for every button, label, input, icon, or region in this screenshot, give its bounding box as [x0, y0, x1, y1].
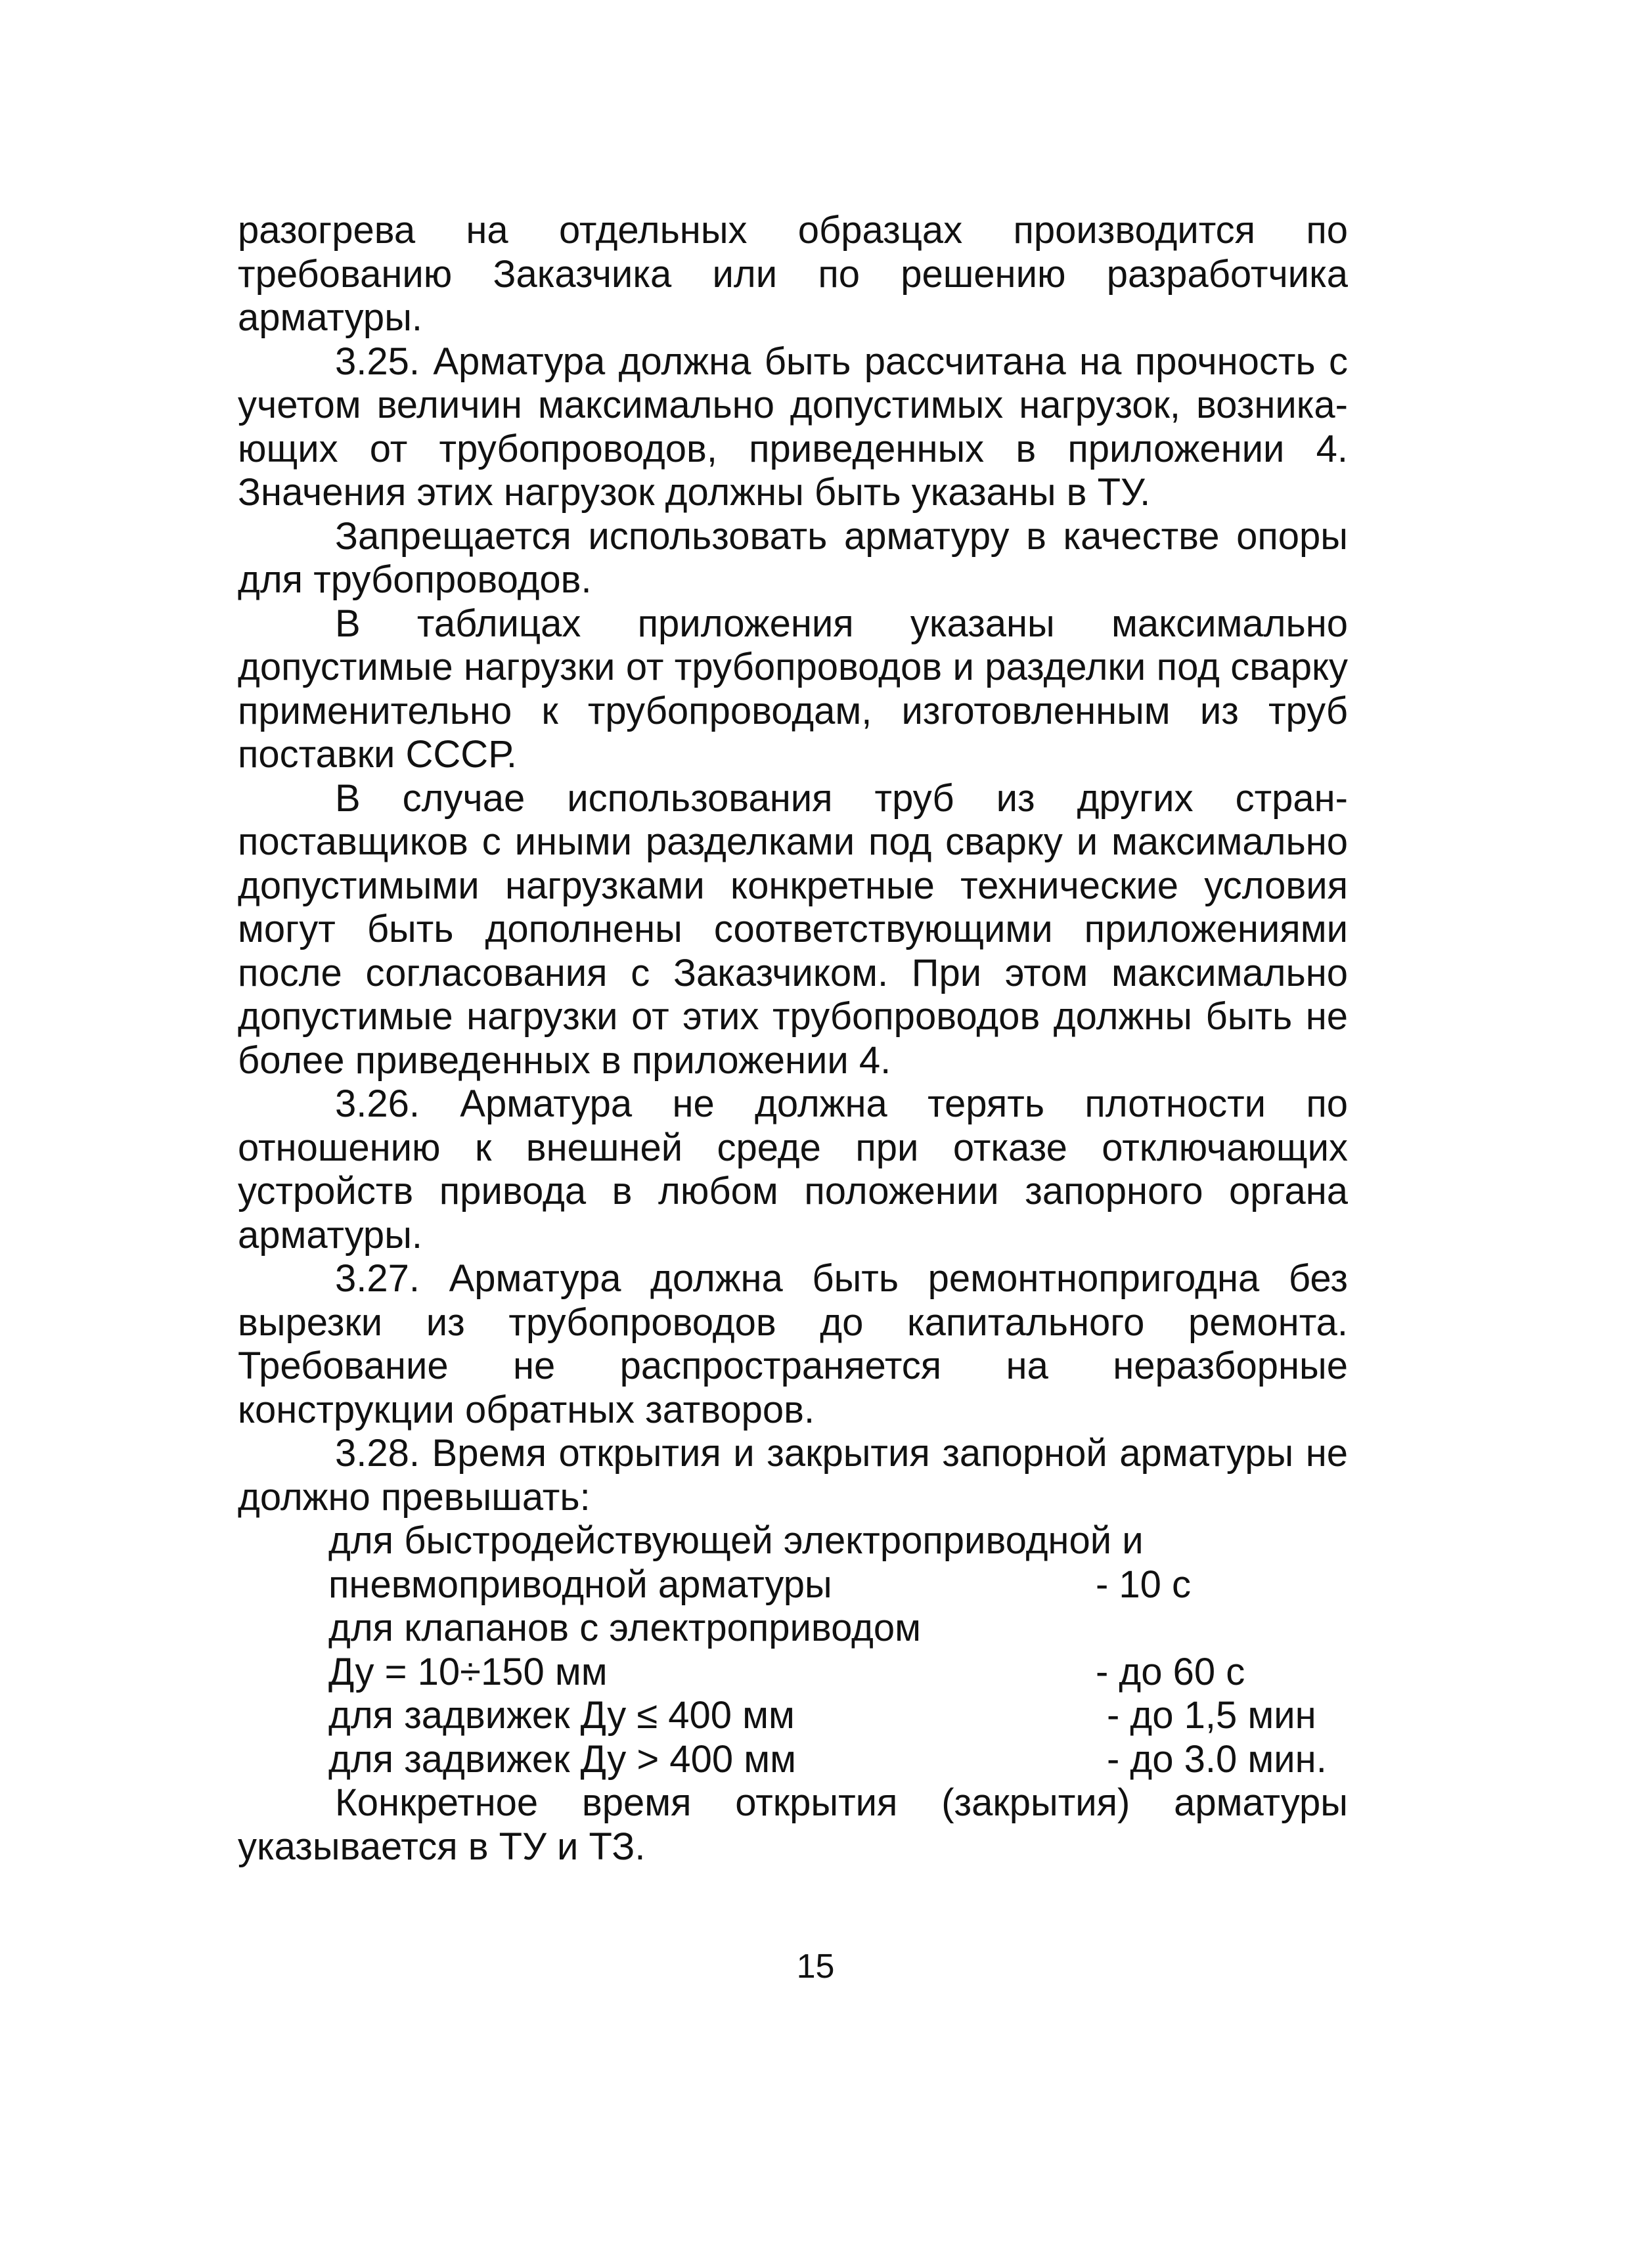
- time-label: для задвижек Ду > 400 мм: [328, 1737, 796, 1781]
- time-label: пневмоприводной арматуры: [328, 1563, 832, 1606]
- time-row: [328, 1607, 1348, 1651]
- page-number: 15: [796, 1947, 835, 1986]
- paragraph-3-28: 3.28. Время открытия и закрытия запорной арматуры не должно превышать:: [238, 1432, 1348, 1519]
- time-label: Ду = 10÷150 мм: [328, 1650, 608, 1693]
- opening-time-list: [328, 1519, 1348, 1781]
- time-row: [328, 1563, 1348, 1607]
- time-value: - 10 с: [1096, 1563, 1192, 1606]
- time-row: [328, 1694, 1348, 1738]
- time-row: [328, 1738, 1348, 1782]
- time-row: [328, 1651, 1348, 1695]
- paragraph-appendix-tables: В таблицах приложения указаны максимально допустимые нагрузки от трубопроводов и разделки под сварку применительно к трубопроводам, изготовленным из труб поставки СССР.: [238, 602, 1348, 776]
- paragraph-other-suppliers: В случае использования труб из других стран-поставщиков с иными разделками под сварку и максимально допустимыми нагрузками конкретные технические условия могут быть дополнены соответствующими приложениями после согласования с Заказчиком. При этом максимально допустимые нагрузки от этих трубопроводов должны быть не более приведенных в приложении 4.: [238, 776, 1348, 1082]
- time-value: - до 60 с: [1096, 1650, 1245, 1693]
- paragraph-heating: разогрева на отдельных образцах производится по требованию Заказчика или по решению разработчика арматуры.: [238, 209, 1348, 339]
- paragraph-3-27: 3.27. Арматура должна быть ремонтнопригодна без вырезки из трубопроводов до капитального ремонта. Требование не распространяется на неразборные конструкции обратных затворов.: [238, 1257, 1348, 1431]
- time-value: - до 1,5 мин: [1107, 1694, 1316, 1737]
- time-value: - до 3.0 мин.: [1107, 1737, 1327, 1781]
- paragraph-3-26: 3.26. Арматура не должна терять плотности по отношению к внешней среде при отказе отключающих устройств привода в любом положении запорного органа арматуры.: [238, 1082, 1348, 1256]
- time-row: [328, 1519, 1348, 1563]
- paragraph-support-ban: Запрещается использовать арматуру в качестве опоры для трубопроводов.: [238, 514, 1348, 601]
- time-label: для быстродействующей электроприводной и: [328, 1519, 1144, 1562]
- time-label: для клапанов с электроприводом: [328, 1607, 922, 1649]
- paragraph-3-25: 3.25. Арматура должна быть рассчитана на прочность с учетом величин максимально допустимых нагрузок, возника-ющих от трубопроводов, приведенных в приложении 4. Значения этих нагрузок должны быть указаны в ТУ.: [238, 340, 1348, 514]
- paragraph-closing: Конкретное время открытия (закрытия) арматуры указывается в ТУ и ТЗ.: [238, 1781, 1348, 1868]
- body-text: [238, 209, 1348, 1869]
- time-label: для задвижек Ду ≤ 400 мм: [328, 1694, 795, 1737]
